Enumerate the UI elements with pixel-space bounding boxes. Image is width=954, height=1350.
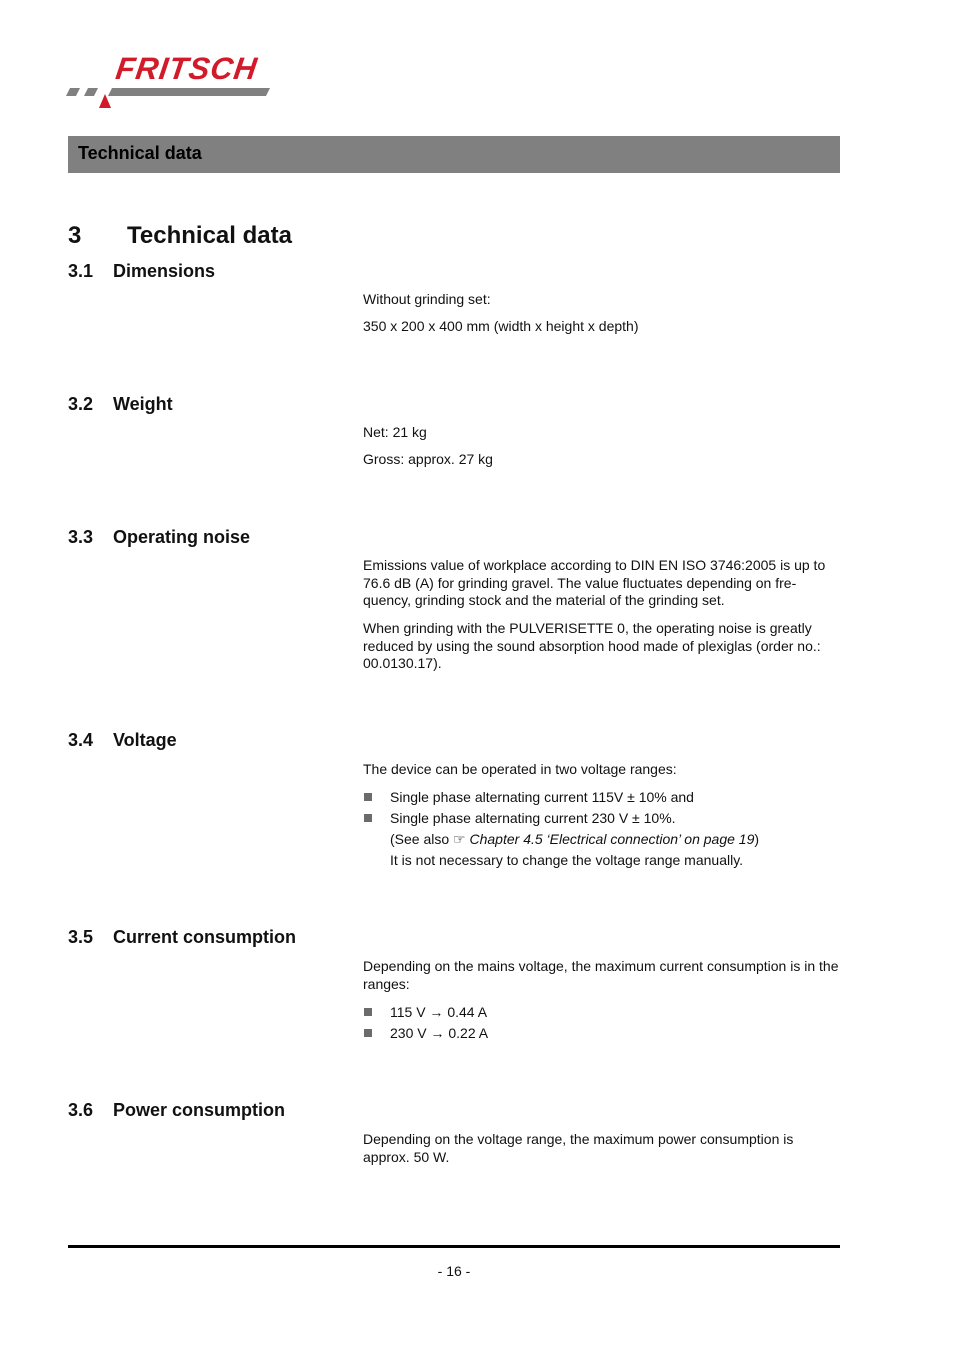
section-title: Dimensions [113,261,216,281]
section-title: Weight [113,394,173,414]
voltage-intro: The device can be operated in two voltage ranges: [363,761,677,777]
see-also-prefix: (See also [390,831,454,847]
dimensions-text-1: Without grinding set: [363,291,491,307]
section-heading-dimensions [68,261,215,282]
section-heading-weight [68,394,173,415]
section-number: 3.6 [68,1100,94,1120]
bullet-square-icon [364,1029,372,1037]
list-item-text: 230 V → 0.22 A [390,1025,489,1041]
voltage-note: It is not necessary to change the voltage range manually. [390,851,744,868]
bullet-square-icon [364,1008,372,1016]
section-number: 3.5 [68,927,94,947]
see-also-line [363,829,841,850]
section-number: 3.2 [68,394,94,414]
list-item [363,787,841,808]
chapter-title: Technical data [127,222,292,249]
voltage-list [363,787,841,870]
header-title: Technical data [78,143,202,163]
current-list [363,1002,841,1044]
logo-wordmark: FRITSCH [113,51,260,86]
bullet-square-icon [364,793,372,801]
section-heading-noise [68,527,250,548]
footer-divider [68,1245,840,1248]
noise-text-1: Emissions value of workplace according to DIN EN ISO 3746:2005 is up to 76.6 dB (A) for grinding gravel. The value fluctuates depending on fre-quency, grinding stock and the material of the grinding set. [363,557,826,608]
list-item [363,1002,841,1023]
chapter-reference-link[interactable]: Chapter 4.5 ‘Electrical connection’ on page 19 [469,831,755,847]
section-title: Current consumption [113,927,296,947]
power-text: Depending on the voltage range, the maximum power consumption is approx. 50 W. [363,1131,794,1165]
dimensions-text-2: 350 x 200 x 400 mm (width x height x depth) [363,318,639,334]
list-item [363,808,841,829]
section-heading-power [68,1100,285,1121]
section-number: 3.4 [68,730,94,750]
pointing-hand-icon: ☞ [453,831,466,847]
section-heading-voltage [68,730,177,751]
logo-bars-graphic [66,86,286,110]
see-also-suffix: ) [754,831,760,847]
chapter-heading [68,222,292,250]
section-title: Power consumption [113,1100,286,1120]
weight-gross: Gross: approx. 27 kg [363,451,493,467]
chapter-number: 3 [68,222,82,249]
section-header-band [68,136,840,173]
section-title: Voltage [113,730,177,750]
list-item-text: Single phase alternating current 230 V ± 10%. [390,810,676,826]
weight-net: Net: 21 kg [363,424,427,440]
section-number: 3.3 [68,527,94,547]
list-item-text: 115 V → 0.44 A [390,1004,488,1020]
noise-text-2: When grinding with the PULVERISETTE 0, the operating noise is greatly reduced by using the sound absorption hood made of plexiglas (order no.: 00.0130.17). [363,620,821,671]
page-number: - 16 - [437,1263,471,1279]
section-heading-current [68,927,296,948]
bullet-square-icon [364,814,372,822]
company-logo [66,52,286,112]
list-item-text: Single phase alternating current 115V ± 10% and [390,789,694,805]
section-title: Operating noise [113,527,251,547]
list-item [363,1023,841,1044]
current-intro: Depending on the mains voltage, the maximum current consumption is in the ranges: [363,958,839,992]
section-number: 3.1 [68,261,94,281]
